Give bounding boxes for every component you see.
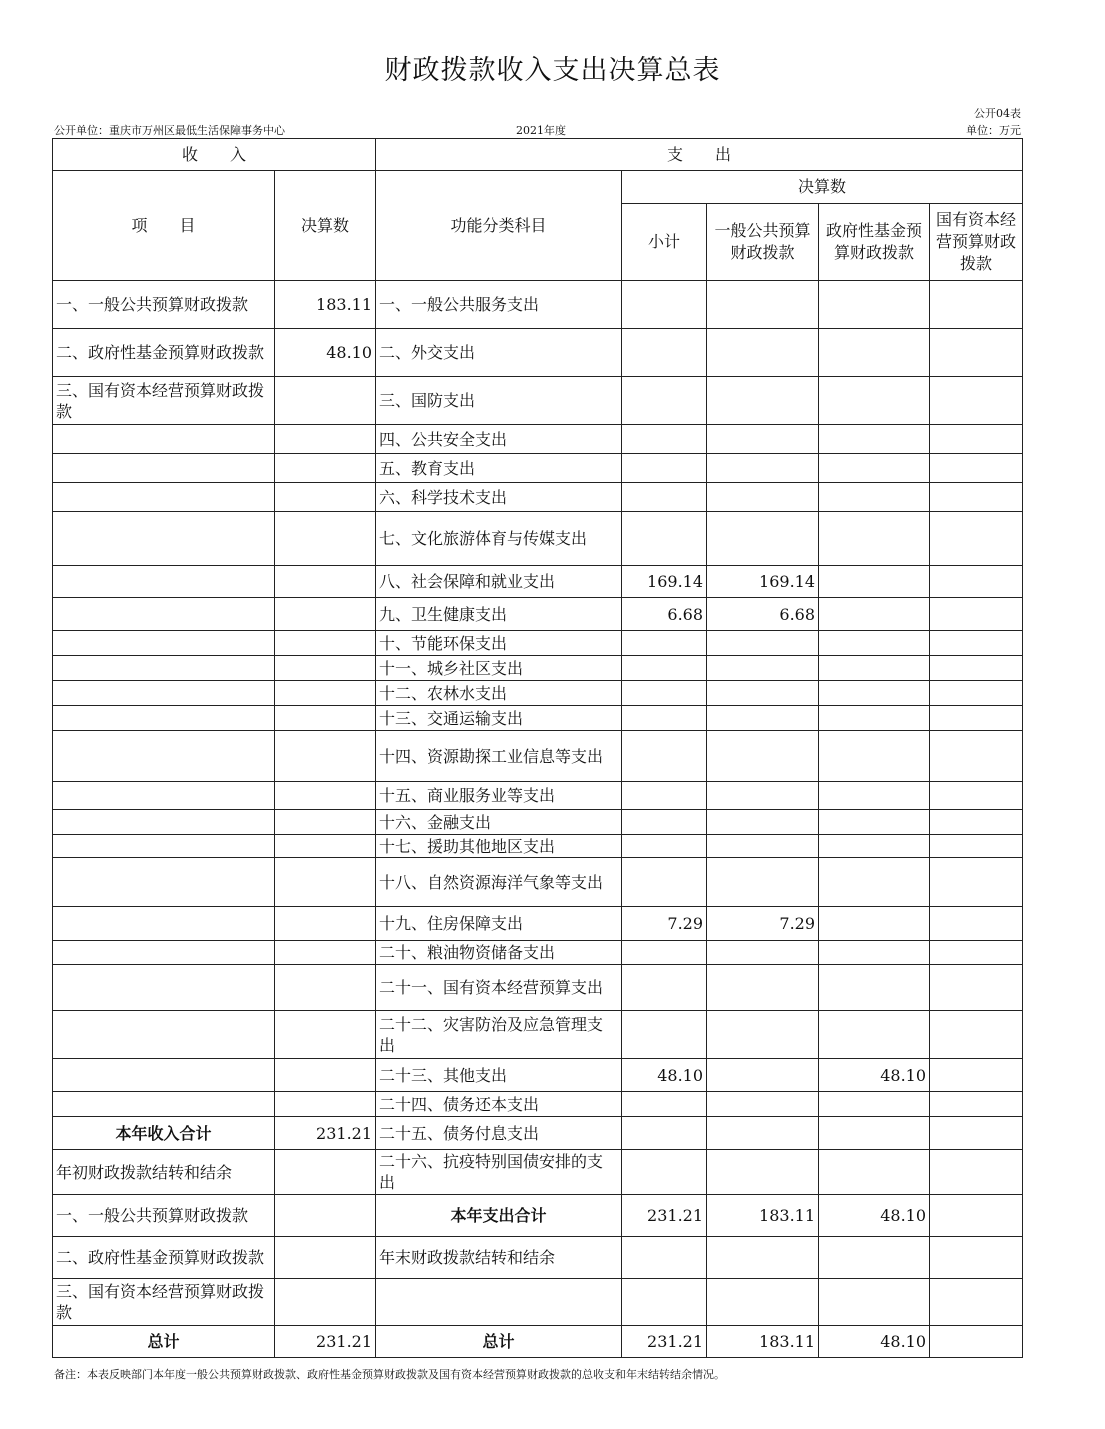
gov-fund-value xyxy=(819,1117,930,1150)
table-row xyxy=(53,810,1023,835)
income-amount: 48.10 xyxy=(275,329,376,377)
income-item xyxy=(53,512,275,566)
general-budget-value xyxy=(707,483,819,512)
currency-unit: 单位：万元 xyxy=(966,124,1021,137)
state-capital-value xyxy=(930,281,1023,329)
income-amount xyxy=(275,598,376,631)
expense-item: 一、一般公共服务支出 xyxy=(376,281,622,329)
income-item xyxy=(53,835,275,858)
state-capital-value xyxy=(930,598,1023,631)
gov-fund-value xyxy=(819,1237,930,1279)
general-budget-value: 183.11 xyxy=(707,1195,819,1237)
income-amount xyxy=(275,810,376,835)
gov-fund-value xyxy=(819,329,930,377)
general-budget-value xyxy=(707,656,819,681)
table-row xyxy=(53,329,1023,377)
state-capital-value xyxy=(930,810,1023,835)
state-capital-value xyxy=(930,1279,1023,1326)
gov-fund-value: 48.10 xyxy=(819,1059,930,1092)
gov-fund-value xyxy=(819,566,930,598)
state-capital-value xyxy=(930,941,1023,965)
subtotal-value xyxy=(622,329,707,377)
gov-fund-value: 48.10 xyxy=(819,1195,930,1237)
income-amount xyxy=(275,377,376,425)
state-capital-value xyxy=(930,965,1023,1011)
table-row xyxy=(53,1150,1023,1195)
subtotal-value xyxy=(622,810,707,835)
subtotal-value: 6.68 xyxy=(622,598,707,631)
general-budget-value: 6.68 xyxy=(707,598,819,631)
expense-item: 年末财政拨款结转和结余 xyxy=(376,1237,622,1279)
income-item xyxy=(53,731,275,782)
table-row xyxy=(53,483,1023,512)
income-amount xyxy=(275,706,376,731)
table-row xyxy=(53,1059,1023,1092)
general-budget-value xyxy=(707,454,819,483)
expense-item: 十九、住房保障支出 xyxy=(376,907,622,941)
gov-fund-value xyxy=(819,835,930,858)
general-budget-value xyxy=(707,425,819,454)
table-row xyxy=(53,1326,1023,1358)
expense-item: 七、文化旅游体育与传媒支出 xyxy=(376,512,622,566)
gov-fund-value: 48.10 xyxy=(819,1326,930,1358)
general-budget-value xyxy=(707,1150,819,1195)
expense-header: 支 出 xyxy=(376,139,1023,171)
expense-item: 二十、粮油物资储备支出 xyxy=(376,941,622,965)
subtotal-value xyxy=(622,681,707,706)
income-item: 三、国有资本经营预算财政拨款 xyxy=(53,1279,275,1326)
general-budget-header: 一般公共预算财政拨款 xyxy=(707,204,819,281)
item-header: 项 目 xyxy=(53,171,275,281)
general-budget-value xyxy=(707,1011,819,1059)
general-budget-value xyxy=(707,281,819,329)
income-item: 二、政府性基金预算财政拨款 xyxy=(53,329,275,377)
table-row xyxy=(53,835,1023,858)
general-budget-value: 7.29 xyxy=(707,907,819,941)
expense-item: 九、卫生健康支出 xyxy=(376,598,622,631)
income-amount xyxy=(275,1195,376,1237)
gov-fund-value xyxy=(819,281,930,329)
income-header: 收 入 xyxy=(53,139,376,171)
general-budget-value: 169.14 xyxy=(707,566,819,598)
subtotal-value xyxy=(622,965,707,1011)
expense-item: 本年支出合计 xyxy=(376,1195,622,1237)
income-amount xyxy=(275,1092,376,1117)
general-budget-value xyxy=(707,512,819,566)
income-item xyxy=(53,706,275,731)
state-capital-value xyxy=(930,681,1023,706)
table-row xyxy=(53,1237,1023,1279)
income-item xyxy=(53,1011,275,1059)
income-amount xyxy=(275,1279,376,1326)
gov-fund-value xyxy=(819,1011,930,1059)
income-amount: 231.21 xyxy=(275,1117,376,1150)
subtotal-value xyxy=(622,706,707,731)
general-budget-value xyxy=(707,1059,819,1092)
income-item xyxy=(53,1092,275,1117)
general-budget-value xyxy=(707,731,819,782)
table-row xyxy=(53,566,1023,598)
gov-fund-value xyxy=(819,598,930,631)
subtotal-value xyxy=(622,858,707,907)
income-item: 一、一般公共预算财政拨款 xyxy=(53,1195,275,1237)
table-row xyxy=(53,1195,1023,1237)
gov-fund-value xyxy=(819,512,930,566)
subtotal-value xyxy=(622,631,707,656)
state-capital-value xyxy=(930,731,1023,782)
income-item xyxy=(53,681,275,706)
subtotal-value: 231.21 xyxy=(622,1195,707,1237)
table-row xyxy=(53,1117,1023,1150)
table-row xyxy=(53,631,1023,656)
table-row xyxy=(53,731,1023,782)
table-row xyxy=(53,941,1023,965)
table-row xyxy=(53,425,1023,454)
income-amount xyxy=(275,631,376,656)
gov-fund-value xyxy=(819,681,930,706)
income-amount xyxy=(275,656,376,681)
expense-item: 十五、商业服务业等支出 xyxy=(376,782,622,810)
income-item xyxy=(53,941,275,965)
income-item: 一、一般公共预算财政拨款 xyxy=(53,281,275,329)
gov-fund-value xyxy=(819,907,930,941)
state-capital-value xyxy=(930,1150,1023,1195)
income-item xyxy=(53,425,275,454)
subtotal-value: 169.14 xyxy=(622,566,707,598)
income-amount xyxy=(275,965,376,1011)
table-row xyxy=(53,454,1023,483)
general-budget-value xyxy=(707,782,819,810)
table-row xyxy=(53,656,1023,681)
state-capital-value xyxy=(930,483,1023,512)
expense-item: 二十五、债务付息支出 xyxy=(376,1117,622,1150)
income-amount xyxy=(275,681,376,706)
expense-item: 二十一、国有资本经营预算支出 xyxy=(376,965,622,1011)
income-item: 三、国有资本经营预算财政拨款 xyxy=(53,377,275,425)
state-capital-value xyxy=(930,1092,1023,1117)
subtotal-value xyxy=(622,512,707,566)
income-item xyxy=(53,566,275,598)
expense-item: 十三、交通运输支出 xyxy=(376,706,622,731)
subtotal-value xyxy=(622,1092,707,1117)
table-row xyxy=(53,1092,1023,1117)
subtotal-value: 48.10 xyxy=(622,1059,707,1092)
state-capital-value xyxy=(930,1011,1023,1059)
gov-fund-value xyxy=(819,810,930,835)
expense-item: 十、节能环保支出 xyxy=(376,631,622,656)
general-budget-value xyxy=(707,1279,819,1326)
general-budget-value xyxy=(707,377,819,425)
income-amount xyxy=(275,1150,376,1195)
table-row xyxy=(53,681,1023,706)
state-capital-value xyxy=(930,631,1023,656)
expense-item: 十二、农林水支出 xyxy=(376,681,622,706)
table-row xyxy=(53,377,1023,425)
income-amount xyxy=(275,907,376,941)
gov-fund-value xyxy=(819,1279,930,1326)
expense-item: 总计 xyxy=(376,1326,622,1358)
subtotal-value xyxy=(622,941,707,965)
income-item xyxy=(53,810,275,835)
general-budget-value xyxy=(707,681,819,706)
subtotal-value xyxy=(622,483,707,512)
state-capital-value xyxy=(930,1117,1023,1150)
form-number: 公开04表 xyxy=(974,107,1021,120)
state-capital-value xyxy=(930,454,1023,483)
subtotal-value xyxy=(622,377,707,425)
income-amount xyxy=(275,566,376,598)
subtotal-value xyxy=(622,454,707,483)
expense-item: 十八、自然资源海洋气象等支出 xyxy=(376,858,622,907)
income-item xyxy=(53,454,275,483)
expense-item: 二十四、债务还本支出 xyxy=(376,1092,622,1117)
gov-fund-value xyxy=(819,706,930,731)
income-amount xyxy=(275,1237,376,1279)
income-item xyxy=(53,483,275,512)
income-item xyxy=(53,782,275,810)
amount-header: 决算数 xyxy=(275,171,376,281)
income-amount xyxy=(275,731,376,782)
income-amount xyxy=(275,941,376,965)
income-amount xyxy=(275,1011,376,1059)
table-row xyxy=(53,1011,1023,1059)
income-item xyxy=(53,1059,275,1092)
gov-fund-value xyxy=(819,731,930,782)
gov-fund-value xyxy=(819,656,930,681)
gov-fund-value xyxy=(819,377,930,425)
expense-item: 二、外交支出 xyxy=(376,329,622,377)
state-capital-value xyxy=(930,907,1023,941)
income-amount xyxy=(275,782,376,810)
state-capital-value xyxy=(930,706,1023,731)
general-budget-value xyxy=(707,810,819,835)
expense-item: 八、社会保障和就业支出 xyxy=(376,566,622,598)
table-row xyxy=(53,281,1023,329)
subtotal-value xyxy=(622,782,707,810)
state-capital-value xyxy=(930,1059,1023,1092)
expense-item: 三、国防支出 xyxy=(376,377,622,425)
table-row xyxy=(53,706,1023,731)
income-amount xyxy=(275,483,376,512)
expense-item: 五、教育支出 xyxy=(376,454,622,483)
income-amount: 183.11 xyxy=(275,281,376,329)
general-budget-value xyxy=(707,835,819,858)
state-capital-value xyxy=(930,329,1023,377)
subtotal-value xyxy=(622,1011,707,1059)
state-capital-header: 国有资本经营预算财政拨款 xyxy=(930,204,1023,281)
unit-name: 公开单位：重庆市万州区最低生活保障事务中心 xyxy=(54,124,285,137)
income-item: 二、政府性基金预算财政拨款 xyxy=(53,1237,275,1279)
table-row xyxy=(53,782,1023,810)
state-capital-value xyxy=(930,425,1023,454)
fiscal-year: 2021年度 xyxy=(516,124,566,137)
expense-item: 二十二、灾害防治及应急管理支出 xyxy=(376,1011,622,1059)
general-budget-value xyxy=(707,329,819,377)
gov-fund-value xyxy=(819,631,930,656)
general-budget-value: 183.11 xyxy=(707,1326,819,1358)
table-row xyxy=(53,512,1023,566)
general-budget-value xyxy=(707,706,819,731)
income-item xyxy=(53,598,275,631)
expense-item: 六、科学技术支出 xyxy=(376,483,622,512)
general-budget-value xyxy=(707,631,819,656)
state-capital-value xyxy=(930,656,1023,681)
general-budget-value xyxy=(707,1237,819,1279)
expense-item: 二十三、其他支出 xyxy=(376,1059,622,1092)
subtotal-value xyxy=(622,1150,707,1195)
state-capital-value xyxy=(930,1195,1023,1237)
general-budget-value xyxy=(707,965,819,1011)
expense-item: 二十六、抗疫特别国债安排的支出 xyxy=(376,1150,622,1195)
income-amount xyxy=(275,425,376,454)
subtotal-value xyxy=(622,1117,707,1150)
state-capital-value xyxy=(930,1237,1023,1279)
final-amount-header: 决算数 xyxy=(622,171,1023,204)
income-amount xyxy=(275,835,376,858)
gov-fund-value xyxy=(819,1092,930,1117)
income-amount: 231.21 xyxy=(275,1326,376,1358)
gov-fund-header: 政府性基金预算财政拨款 xyxy=(819,204,930,281)
state-capital-value xyxy=(930,835,1023,858)
income-item xyxy=(53,907,275,941)
subtotal-value xyxy=(622,835,707,858)
general-budget-value xyxy=(707,1117,819,1150)
expense-item: 十七、援助其他地区支出 xyxy=(376,835,622,858)
footnote: 备注：本表反映部门本年度一般公共预算财政拨款、政府性基金预算财政拨款及国有资本经营预算财政拨款的总收支和年末结转结余情况。 xyxy=(54,1368,725,1381)
gov-fund-value xyxy=(819,858,930,907)
gov-fund-value xyxy=(819,941,930,965)
income-item: 总计 xyxy=(53,1326,275,1358)
function-class-header: 功能分类科目 xyxy=(376,171,622,281)
table-row xyxy=(53,965,1023,1011)
gov-fund-value xyxy=(819,483,930,512)
expense-item: 十六、金融支出 xyxy=(376,810,622,835)
income-amount xyxy=(275,512,376,566)
table-row xyxy=(53,1279,1023,1326)
state-capital-value xyxy=(930,377,1023,425)
gov-fund-value xyxy=(819,1150,930,1195)
income-item xyxy=(53,965,275,1011)
subtotal-value: 7.29 xyxy=(622,907,707,941)
subtotal-value xyxy=(622,1279,707,1326)
expense-item: 十四、资源勘探工业信息等支出 xyxy=(376,731,622,782)
subtotal-value xyxy=(622,425,707,454)
general-budget-value xyxy=(707,941,819,965)
subtotal-value xyxy=(622,656,707,681)
subtotal-value xyxy=(622,731,707,782)
subtotal-value xyxy=(622,281,707,329)
income-item: 年初财政拨款结转和结余 xyxy=(53,1150,275,1195)
expense-item xyxy=(376,1279,622,1326)
table-row xyxy=(53,598,1023,631)
income-item xyxy=(53,656,275,681)
income-item xyxy=(53,858,275,907)
gov-fund-value xyxy=(819,454,930,483)
gov-fund-value xyxy=(819,782,930,810)
subtotal-header: 小计 xyxy=(622,204,707,281)
state-capital-value xyxy=(930,566,1023,598)
state-capital-value xyxy=(930,512,1023,566)
income-item xyxy=(53,631,275,656)
income-amount xyxy=(275,858,376,907)
income-item: 本年收入合计 xyxy=(53,1117,275,1150)
income-amount xyxy=(275,454,376,483)
subtotal-value xyxy=(622,1237,707,1279)
budget-table xyxy=(52,138,1023,1358)
page-title: 财政拨款收入支出决算总表 xyxy=(384,55,721,86)
general-budget-value xyxy=(707,1092,819,1117)
table-row xyxy=(53,907,1023,941)
state-capital-value xyxy=(930,1326,1023,1358)
state-capital-value xyxy=(930,782,1023,810)
table-row xyxy=(53,858,1023,907)
expense-item: 四、公共安全支出 xyxy=(376,425,622,454)
gov-fund-value xyxy=(819,965,930,1011)
income-amount xyxy=(275,1059,376,1092)
expense-item: 十一、城乡社区支出 xyxy=(376,656,622,681)
general-budget-value xyxy=(707,858,819,907)
subtotal-value: 231.21 xyxy=(622,1326,707,1358)
gov-fund-value xyxy=(819,425,930,454)
state-capital-value xyxy=(930,858,1023,907)
